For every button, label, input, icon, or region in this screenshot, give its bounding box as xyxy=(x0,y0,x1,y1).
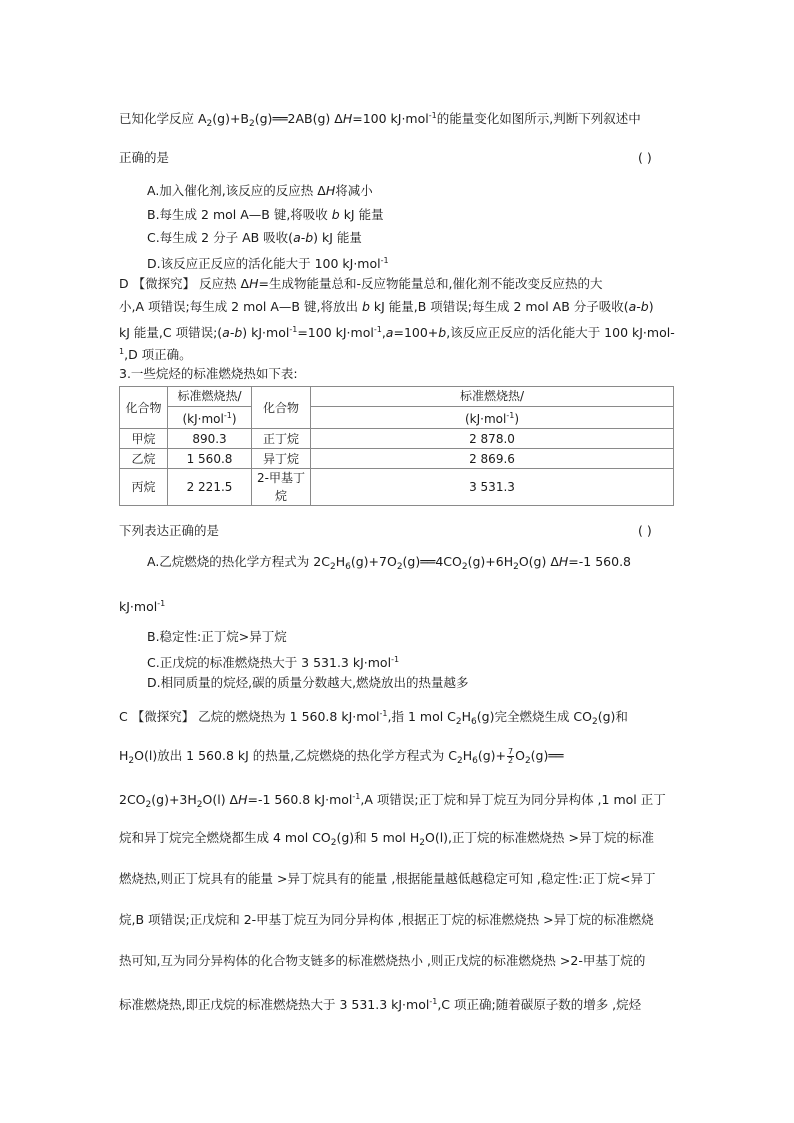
table-row xyxy=(120,469,674,506)
q3-answer-line5: 燃烧热,则正丁烷具有的能量 >异丁烷具有的能量 ,根据能量越低越稳定可知 ,稳定性:正丁烷<异丁 xyxy=(119,871,656,886)
table-header-row-2 xyxy=(120,407,674,429)
cell-value: 2 869.6 xyxy=(311,449,674,469)
cell-value: 1 560.8 xyxy=(168,449,252,469)
equals-arrow: ══ xyxy=(548,748,564,763)
table-header-row xyxy=(120,387,674,407)
q3-answer-line4: 烷和异丁烷完全燃烧都生成 4 mol $CO_2(g)$和 5 mol $H_2O(l)$,正丁烷的标准燃烧热 >异丁烷的标准 xyxy=(119,830,654,848)
q3-answer-line3: $2CO_2(g)+3H_2O(l)$ ΔH=-1 560.8 kJ·mol$^{-1}$,A 项错误;正丁烷和异丁烷互为同分异构体 ,1 mol 正丁 xyxy=(119,792,666,810)
cell-compound: 丙烷 xyxy=(120,469,168,506)
q3-stem: 下列表达正确的是 xyxy=(119,523,220,538)
equals-arrow: ══ xyxy=(420,554,436,569)
fraction-seven-halves: $\frac{7}{2}$ xyxy=(508,747,514,765)
q3-answer-line2: $H_2O(l)$放出 1 560.8 kJ 的热量,乙烷燃烧的热化学方程式为 $C_2H_6(g)+$ $\frac{7}{2}$ $O_2(g)══$ xyxy=(119,747,564,766)
q3-option-c: C.正戊烷的标准燃烧热大于 3 531.3 kJ·mol$^{-1}$ xyxy=(147,655,400,670)
q3-answer-line6: 烷,B 项错误;正戊烷和 2-甲基丁烷互为同分异构体 ,根据正丁烷的标准燃烧热 >异丁烷的标准燃烧 xyxy=(119,912,654,927)
header-heat-1-line2: (kJ·mol$^{-1}$) xyxy=(168,407,252,429)
q3-title: 3.一些烷烃的标准燃烧热如下表: xyxy=(119,366,298,381)
q2-answer-line1: D 【微探究】 反应热 ΔH=生成物能量总和-反应物能量总和,催化剂不能改变反应热的大 xyxy=(119,276,603,291)
q3-answer-line7: 热可知,互为同分异构体的化合物支链多的标准燃烧热小 ,则正戊烷的标准燃烧热 >2-甲基丁烷的 xyxy=(119,953,646,968)
q3-option-a: A.乙烷燃烧的热化学方程式为 $2C_2H_6(g)+7O_2(g)══4CO_2(g)+6H_2O(g)$ ΔH=-1 560.8 xyxy=(147,554,631,572)
q2-answer-line2: 小,A 项错误;每生成 2 mol A—B 键,将放出 b kJ 能量,B 项错误;每生成 2 mol AB 分子吸收(a-b) xyxy=(119,299,654,314)
header-heat-2-line1: 标准燃烧热/ xyxy=(311,387,674,407)
cell-compound: 异丁烷 xyxy=(252,449,311,469)
q3-option-b: B.稳定性:正丁烷>异丁烷 xyxy=(147,629,287,644)
table-row xyxy=(120,449,674,469)
cell-compound: 2-甲基丁烷 xyxy=(252,469,311,506)
q2-option-d: D.该反应正反应的活化能大于 100 kJ·mol$^{-1}$ xyxy=(147,256,389,271)
q2-option-c: C.每生成 2 分子 AB 吸收(a-b) kJ 能量 xyxy=(147,230,362,245)
q2-answer-paren: ( ) xyxy=(638,150,652,165)
q3-answer-line1: C 【微探究】 乙烷的燃烧热为 1 560.8 kJ·mol$^{-1}$,指 1 mol $C_2H_6(g)$完全燃烧生成 $CO_2(g)$和 xyxy=(119,709,628,727)
table-row xyxy=(120,429,674,449)
cell-value: 890.3 xyxy=(168,429,252,449)
header-compound-1: 化合物 xyxy=(120,387,168,429)
cell-value: 2 878.0 xyxy=(311,429,674,449)
q3-answer-paren: ( ) xyxy=(638,523,652,538)
q3-answer-line8: 标准燃烧热,即正戊烷的标准燃烧热大于 3 531.3 kJ·mol$^{-1}$,C 项正确;随着碳原子数的增多 ,烷烃 xyxy=(119,997,642,1012)
q2-answer-line3: kJ 能量,C 项错误;(a-b) kJ·mol$^{-1}$=100 kJ·mol$^{-1}$,a=100+b,该反应正反应的活化能大于 100 kJ·mol- xyxy=(119,325,675,340)
header-compound-2: 化合物 xyxy=(252,387,311,429)
cell-compound: 乙烷 xyxy=(120,449,168,469)
cell-compound: 甲烷 xyxy=(120,429,168,449)
q2-option-a: A.加入催化剂,该反应的反应热 ΔH将减小 xyxy=(147,183,373,198)
header-heat-1-line1: 标准燃烧热/ xyxy=(168,387,252,407)
q2-stem-line2: 正确的是 xyxy=(119,150,170,165)
q2-option-b: B.每生成 2 mol A—B 键,将吸收 b kJ 能量 xyxy=(147,207,384,222)
equals-arrow: ══ xyxy=(272,111,288,126)
cell-value: 2 221.5 xyxy=(168,469,252,506)
q3-option-d: D.相同质量的烷烃,碳的质量分数越大,燃烧放出的热量越多 xyxy=(147,675,469,690)
header-heat-2-line2: (kJ·mol$^{-1}$) xyxy=(311,407,674,429)
cell-value: 3 531.3 xyxy=(311,469,674,506)
q2-intro-line: 已知化学反应 $A_2(g)+B_2(g)══2AB(g)$ ΔH=100 kJ·mol$^{-1}$的能量变化如图所示,判断下列叙述中 xyxy=(119,111,641,129)
combustion-heat-table xyxy=(119,386,674,506)
q3-option-a-line2: kJ·mol$^{-1}$ xyxy=(119,599,166,614)
q2-answer-line4: $^1$,D 项正确。 xyxy=(119,347,192,362)
cell-compound: 正丁烷 xyxy=(252,429,311,449)
